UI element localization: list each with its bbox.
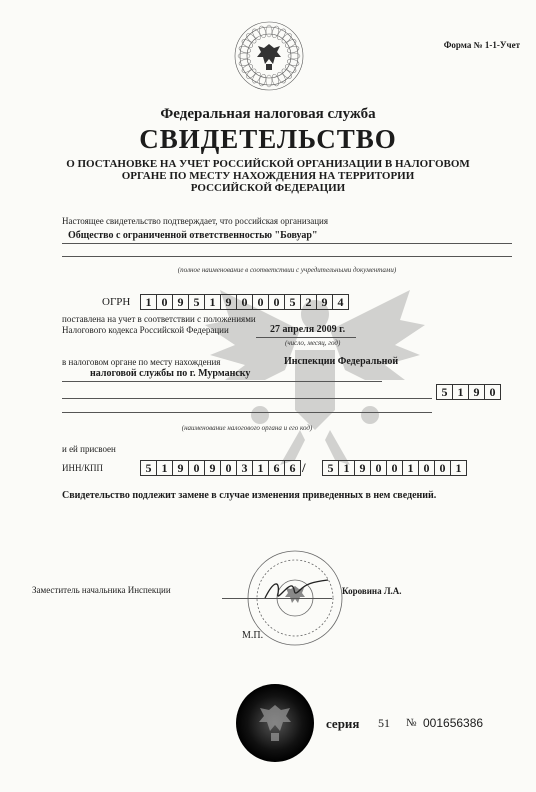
date-line bbox=[256, 337, 356, 338]
digit-box: 0 bbox=[419, 460, 435, 476]
digit-box: 9 bbox=[173, 460, 189, 476]
digit-box: 3 bbox=[237, 460, 253, 476]
document-subtitle: О ПОСТАНОВКЕ НА УЧЕТ РОССИЙСКОЙ ОРГАНИЗАЦИИ В НАЛОГОВОМ ОРГАНЕ ПО МЕСТУ НАХОЖДЕНИЯ НА ТЕРРИТОРИИ РОССИЙСКОЙ ФЕДЕРАЦИИ bbox=[66, 158, 470, 194]
agency-name: Федеральная налоговая служба bbox=[160, 106, 376, 122]
date-caption: (число, месяц, год) bbox=[285, 339, 341, 347]
inn-digit-boxes bbox=[140, 460, 301, 476]
inn-kpp-separator: / bbox=[302, 460, 306, 475]
tax-office-line-1 bbox=[62, 381, 382, 382]
digit-box: 9 bbox=[173, 294, 189, 310]
rosette-emblem-icon bbox=[233, 20, 305, 92]
digit-box: 1 bbox=[157, 460, 173, 476]
digit-box: 0 bbox=[237, 294, 253, 310]
organization-name: Общество с ограниченной ответственностью "Бовуар" bbox=[68, 230, 318, 241]
replacement-notice: Свидетельство подлежит замене в случае изменения приведенных в нем сведений. bbox=[62, 490, 437, 501]
signer-title: Заместитель начальника Инспекции bbox=[32, 585, 171, 595]
digit-box: 0 bbox=[485, 384, 501, 400]
digit-box: 0 bbox=[253, 294, 269, 310]
digit-box: 9 bbox=[205, 460, 221, 476]
tax-office-prefix: в налоговом органе по месту нахождения bbox=[62, 357, 221, 367]
digit-box: 0 bbox=[387, 460, 403, 476]
tax-office-code-boxes bbox=[436, 384, 501, 400]
tax-office-name-2: налоговой службы по г. Мурманску bbox=[90, 368, 251, 379]
org-name-line-2 bbox=[62, 256, 512, 257]
hologram-emblem-icon bbox=[235, 683, 315, 763]
ogrn-label: ОГРН bbox=[102, 296, 131, 308]
digit-box: 6 bbox=[269, 460, 285, 476]
digit-box: 9 bbox=[221, 294, 237, 310]
digit-box: 6 bbox=[285, 460, 301, 476]
digit-box: 0 bbox=[189, 460, 205, 476]
tax-office-name-1: Инспекции Федеральной bbox=[284, 356, 399, 367]
digit-box: 5 bbox=[285, 294, 301, 310]
kpp-digit-boxes bbox=[322, 460, 467, 476]
org-name-line bbox=[62, 243, 512, 244]
certificate-number: 001656386 bbox=[423, 716, 484, 730]
form-number: Форма № 1-1-Учет bbox=[443, 40, 520, 50]
digit-box: 9 bbox=[355, 460, 371, 476]
digit-box: 0 bbox=[221, 460, 237, 476]
digit-box: 0 bbox=[371, 460, 387, 476]
ogrn-digit-boxes bbox=[140, 294, 349, 310]
registered-line-2: Налогового кодекса Российской Федерации bbox=[62, 325, 229, 335]
digit-box: 1 bbox=[205, 294, 221, 310]
handwritten-signature-icon bbox=[262, 576, 332, 604]
org-name-caption: (полное наименование в соответствии с учредительными документами) bbox=[177, 266, 397, 274]
registration-date: 27 апреля 2009 г. bbox=[270, 324, 346, 335]
series-value: 51 bbox=[378, 716, 390, 730]
tax-office-line-3 bbox=[62, 412, 432, 413]
tax-office-line-2 bbox=[62, 398, 432, 399]
digit-box: 1 bbox=[339, 460, 355, 476]
digit-box: 1 bbox=[141, 294, 157, 310]
signer-name: Коровина Л.А. bbox=[342, 586, 402, 596]
digit-box: 1 bbox=[403, 460, 419, 476]
digit-box: 1 bbox=[253, 460, 269, 476]
digit-box: 4 bbox=[333, 294, 349, 310]
digit-box: 5 bbox=[189, 294, 205, 310]
digit-box: 9 bbox=[469, 384, 485, 400]
digit-box: 5 bbox=[323, 460, 339, 476]
digit-box: 1 bbox=[451, 460, 467, 476]
tax-office-caption: (наименование налогового органа и его код) bbox=[181, 424, 313, 432]
digit-box: 0 bbox=[435, 460, 451, 476]
document-title: СВИДЕТЕЛЬСТВО bbox=[139, 124, 397, 154]
digit-box: 9 bbox=[317, 294, 333, 310]
intro-text: Настоящее свидетельство подтверждает, что российская организация bbox=[62, 216, 328, 226]
digit-box: 5 bbox=[437, 384, 453, 400]
inn-kpp-label: ИНН/КПП bbox=[62, 463, 104, 473]
digit-box: 2 bbox=[301, 294, 317, 310]
series-label: серия bbox=[326, 716, 360, 731]
digit-box: 1 bbox=[453, 384, 469, 400]
digit-box: 0 bbox=[269, 294, 285, 310]
digit-box: 5 bbox=[141, 460, 157, 476]
assigned-text: и ей присвоен bbox=[62, 444, 116, 454]
digit-box: 0 bbox=[157, 294, 173, 310]
stamp-place-label: М.П. bbox=[242, 630, 264, 641]
number-sign: № bbox=[406, 717, 417, 729]
registered-line-1: поставлена на учет в соответствии с положениями bbox=[62, 314, 256, 324]
